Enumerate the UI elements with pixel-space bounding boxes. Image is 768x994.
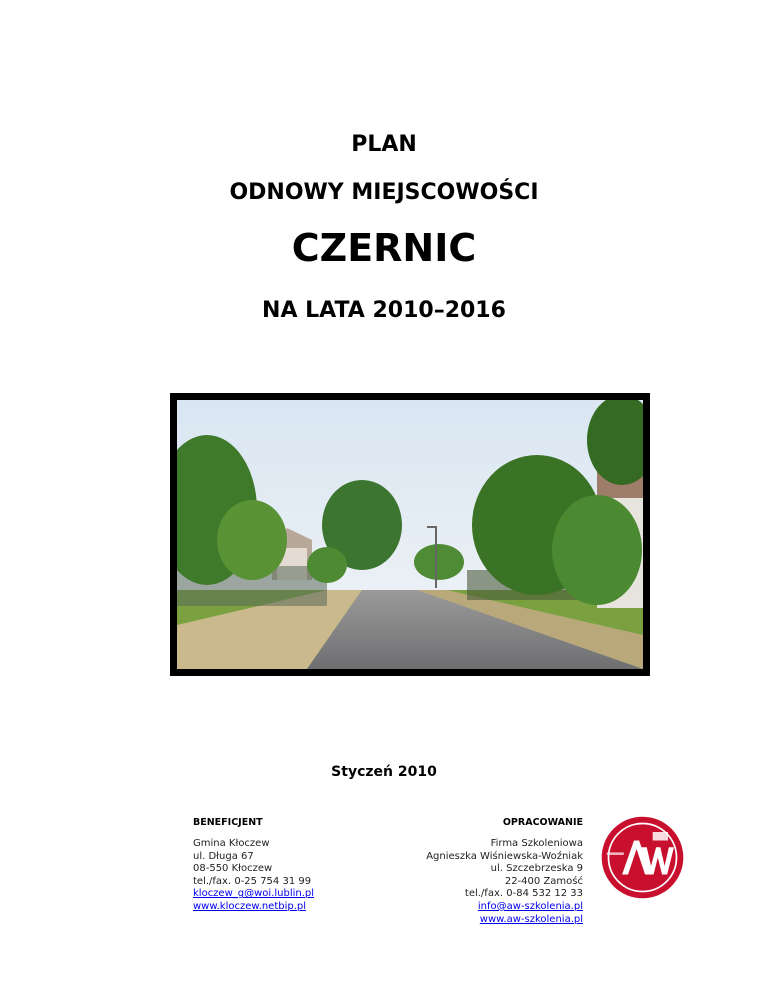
opracowanie-name: Firma Szkoleniowa bbox=[490, 838, 583, 849]
beneficjent-email-link[interactable]: kloczew_g@woi.lublin.pl bbox=[193, 888, 315, 900]
opracowanie-address bbox=[426, 838, 583, 926]
opracowanie-street: ul. Szczebrzeska 9 bbox=[490, 863, 583, 875]
beneficjent-website-link[interactable]: www.kloczew.netbip.pl bbox=[193, 900, 307, 912]
opracowanie-website-link[interactable]: www.aw-szkolenia.pl bbox=[479, 913, 583, 925]
beneficjent-city: 08-550 Kłoczew bbox=[193, 863, 273, 875]
beneficjent-name: Gmina Kłoczew bbox=[193, 838, 270, 849]
document-date: Styczeń 2010 bbox=[331, 764, 437, 780]
opracowanie-phone: tel./fax. 0-84 532 12 33 bbox=[464, 888, 583, 900]
beneficjent-address bbox=[193, 838, 314, 914]
title-plan: PLAN bbox=[351, 132, 417, 157]
title-years: NA LATA 2010–2016 bbox=[262, 298, 506, 323]
opracowanie-heading: OPRACOWANIE bbox=[502, 817, 583, 828]
opracowanie-email-link[interactable]: info@aw-szkolenia.pl bbox=[477, 900, 583, 912]
title-village: CZERNIC bbox=[291, 226, 477, 270]
village-road-photo bbox=[177, 400, 643, 669]
title-subtitle: ODNOWY MIEJSCOWOŚCI bbox=[229, 180, 539, 205]
beneficjent-heading: BENEFICJENT bbox=[193, 817, 263, 828]
cover-photo bbox=[170, 393, 650, 676]
beneficjent-phone: tel./fax. 0-25 754 31 99 bbox=[193, 875, 312, 887]
opracowanie-city: 22-400 Zamość bbox=[504, 875, 583, 887]
beneficjent-street: ul. Długa 67 bbox=[193, 850, 254, 862]
aw-logo-icon bbox=[600, 815, 685, 900]
opracowanie-person: Agnieszka Wiśniewska-Woźniak bbox=[426, 850, 583, 862]
